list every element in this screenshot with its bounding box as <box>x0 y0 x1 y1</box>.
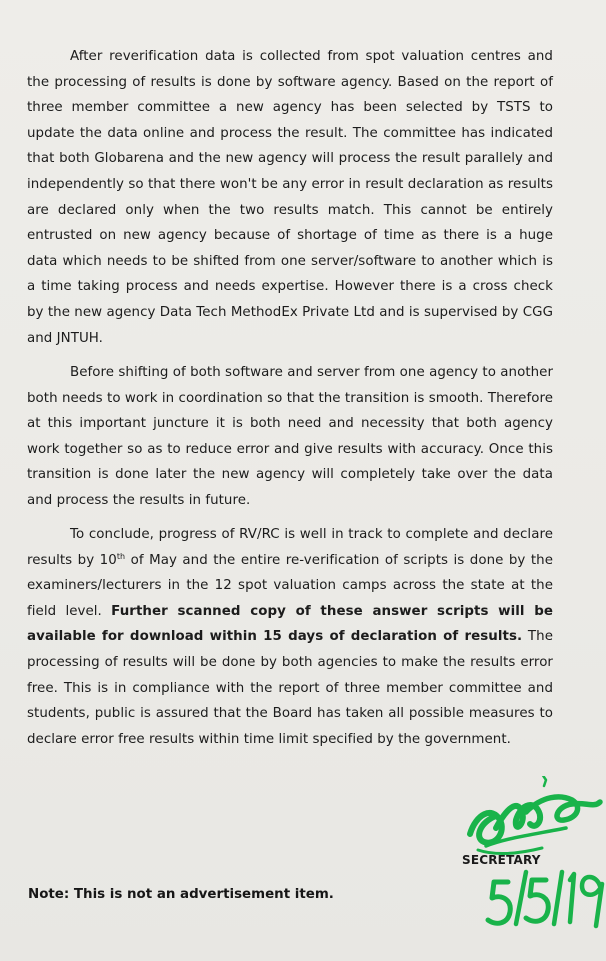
paragraph-transition: Before shifting of both software and server from one agency to another both needs to work in coordination so that the transition is smooth. Therefore at this important juncture it is both need and necessity that both agency work together so as to reduce error and give results with accuracy. Once this transition is done later the new agency will completely take over the data and process the results in future. <box>27 365 553 508</box>
note-footer: Note: This is not an advertisement item. <box>28 887 334 902</box>
conclusion-text-1: To conclude, progress of RV/RC is well in track to complete and declare results by 10 <box>27 527 553 568</box>
signatory-title: SECRETARY <box>462 853 541 867</box>
paragraph-reverification: After reverification data is collected from spot valuation centres and the processing of results is done by software agency. Based on the report of three member committee a new agency has been selected by TSTS to update the data online and process the result. The committee has indicated that both Globarena and the new agency will process the result parallely and independently so that there won't be any error in result declaration as results are declared only when the two results match. This cannot be entirely entrusted on new agency because of shortage of time as there is a huge data which needs to be shifted from one server/software to another which is a time taking process and needs expertise. However there is a cross check by the new agency Data Tech MethodEx Private Ltd and is supervised by CGG and JNTUH. <box>27 49 553 346</box>
conclusion-text-2: of May and the entire re-verification of scripts is done by the examiners/lecturers in the 12 spot valuation camps across the state at the field level. <box>27 552 553 619</box>
conclusion-text-3: The processing of results will be done by both agencies to make the results error free. This is in compliance with the report of three member committee and students, public is assured that the Board has taken all possible measures to declare error free results within time limit specified by the government. <box>27 629 553 747</box>
conclusion-bold-statement: Further scanned copy of these answer scripts will be available for download within 15 days of declaration of results. <box>27 603 553 645</box>
paragraph-conclusion <box>27 522 553 752</box>
ordinal-superscript: th <box>116 551 126 561</box>
